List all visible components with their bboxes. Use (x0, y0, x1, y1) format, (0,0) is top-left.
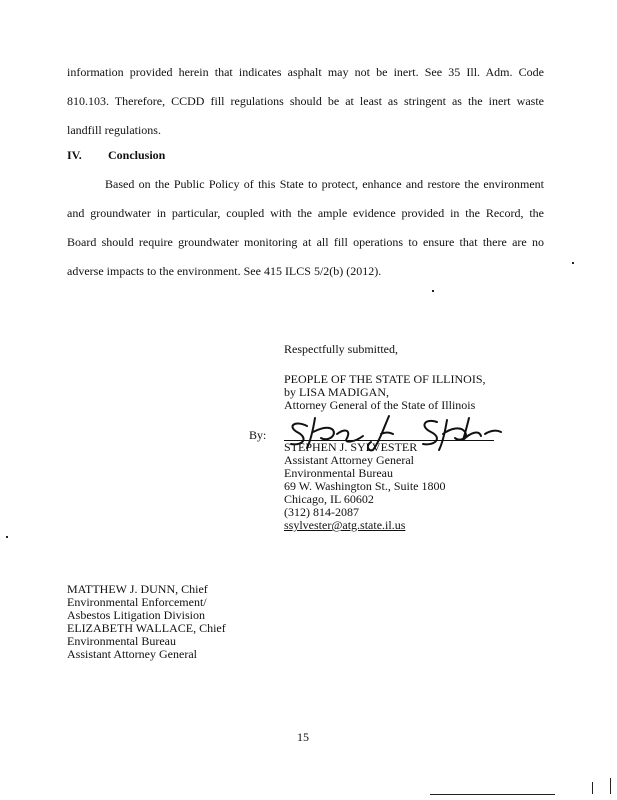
cc-line: Assistant Attorney General (67, 647, 197, 661)
conclusion-line: Based on the Public Policy of this State to protect, enhance and restore the environment (105, 177, 544, 191)
scan-speck (6, 536, 8, 538)
cc-line: MATTHEW J. DUNN, Chief (67, 582, 208, 596)
conclusion-line: Board should require groundwater monitoring at all fill operations to ensure that there are no (67, 235, 544, 249)
scan-speck (432, 290, 434, 292)
cc-line: Environmental Bureau (67, 634, 176, 648)
closing-line: Respectfully submitted, (284, 342, 398, 356)
intro-line: landfill regulations. (67, 123, 161, 137)
signer-line: Assistant Attorney General (284, 453, 414, 467)
section-number: IV. (67, 148, 82, 162)
cc-line: Environmental Enforcement/ (67, 595, 207, 609)
signer-line: 69 W. Washington St., Suite 1800 (284, 479, 446, 493)
by-label: By: (249, 428, 267, 442)
scan-speck (572, 262, 574, 264)
conclusion-paragraph (67, 170, 544, 286)
party-block (284, 373, 486, 412)
cc-line: Asbestos Litigation Division (67, 608, 205, 622)
scan-edge-tick (592, 782, 593, 794)
scan-edge-tick (610, 778, 611, 794)
party-line: by LISA MADIGAN, (284, 385, 389, 399)
cc-block (67, 583, 226, 661)
section-title: Conclusion (108, 148, 166, 162)
intro-paragraph (67, 58, 544, 145)
party-line: PEOPLE OF THE STATE OF ILLINOIS, (284, 372, 486, 386)
signer-line: Chicago, IL 60602 (284, 492, 374, 506)
closing-text (284, 343, 398, 356)
signer-line: Environmental Bureau (284, 466, 393, 480)
signer-name: STEPHEN J. SYLVESTER (284, 440, 418, 454)
signer-block (284, 441, 446, 532)
page-number: 15 (297, 730, 309, 744)
cc-line: ELIZABETH WALLACE, Chief (67, 621, 226, 635)
conclusion-line: and groundwater in particular, coupled with the ample evidence provided in the Record, the (67, 206, 544, 220)
intro-line: 810.103. Therefore, CCDD fill regulations should be at least as stringent as the inert waste (67, 94, 544, 108)
section-heading (67, 148, 165, 163)
intro-line: information provided herein that indicates asphalt may not be inert. See 35 Ill. Adm. Code (67, 65, 544, 79)
signer-line: (312) 814-2087 (284, 505, 359, 519)
conclusion-line: adverse impacts to the environment. See 415 ILCS 5/2(b) (2012). (67, 264, 382, 278)
signer-email-link[interactable]: ssylvester@atg.state.il.us (284, 518, 406, 532)
scan-edge-line (430, 794, 555, 795)
party-line: Attorney General of the State of Illinois (284, 398, 476, 412)
